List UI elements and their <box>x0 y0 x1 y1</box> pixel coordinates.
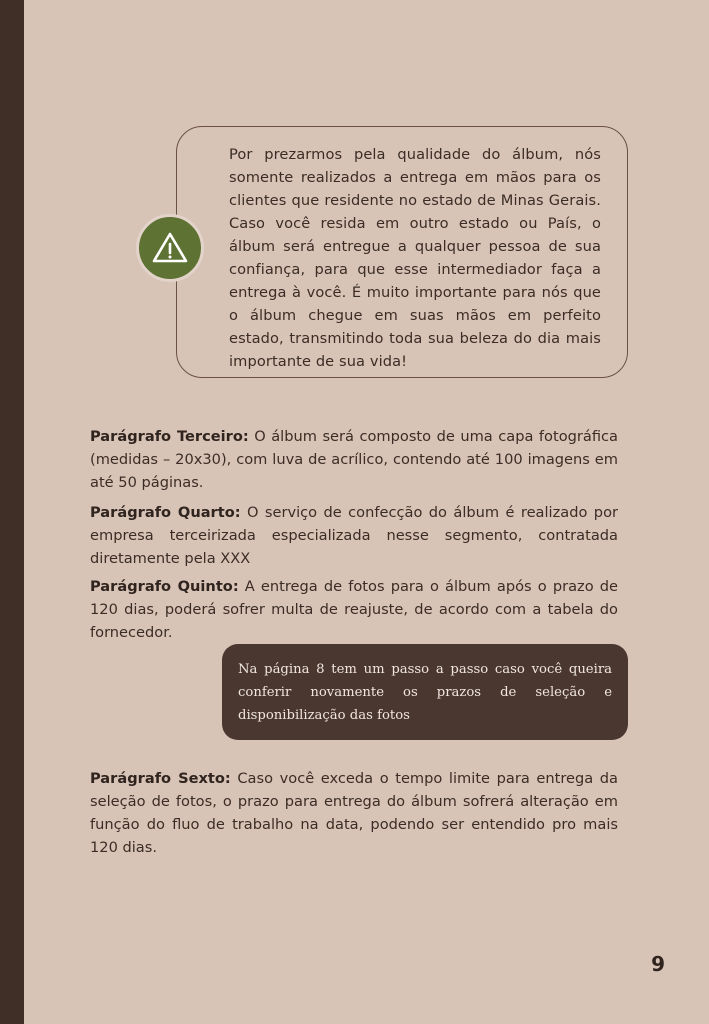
paragraph-quinto <box>90 576 618 645</box>
paragraph-terceiro-label: Parágrafo Terceiro: <box>90 428 249 445</box>
paragraph-sexto-text: Caso você exceda o tempo limite para entrega da seleção de fotos, o prazo para entrega do álbum sofrerá alteração em função do fluo de trabalho na data, podendo ser entendido pro mais 120 dias. <box>90 770 618 856</box>
paragraph-terceiro <box>90 426 618 495</box>
paragraph-quarto-label: Parágrafo Quarto: <box>90 504 241 521</box>
paragraph-quarto <box>90 502 618 571</box>
paragraph-quinto-text: A entrega de fotos para o álbum após o prazo de 120 dias, poderá sofrer multa de reajuste, de acordo com a tabela do fornecedor. <box>90 578 618 641</box>
paragraph-sexto-label: Parágrafo Sexto: <box>90 770 231 787</box>
note-callout-box <box>222 644 628 740</box>
warning-callout-box <box>176 126 628 378</box>
page-number: 9 <box>651 952 665 976</box>
note-callout-text: Na página 8 tem um passo a passo caso você queira conferir novamente os prazos de seleção e disponibilização das fotos <box>238 662 612 724</box>
warning-callout-text: Por prezarmos pela qualidade do álbum, nós somente realizados a entrega em mãos para os clientes que residente no estado de Minas Gerais. Caso você resida em outro estado ou País, o álbum será entregue a qualquer pessoa de sua confiança, para que esse intermediador faça a entrega à você. É muito importante para nós que o álbum chegue em suas mãos em perfeito estado, transmitindo toda sua beleza do dia mais importante de sua vida! <box>229 146 601 371</box>
page-left-band <box>0 0 24 1024</box>
warning-triangle-icon <box>136 214 204 282</box>
paragraph-quinto-label: Parágrafo Quinto: <box>90 578 239 595</box>
paragraph-quarto-text: O serviço de confecção do álbum é realizado por empresa terceirizada especializada nesse segmento, contratada diretamente pela XXX <box>90 504 618 567</box>
paragraph-sexto <box>90 768 618 860</box>
paragraph-terceiro-text: O álbum será composto de uma capa fotográfica (medidas – 20x30), com luva de acrílico, contendo até 100 imagens em até 50 páginas. <box>90 428 618 491</box>
